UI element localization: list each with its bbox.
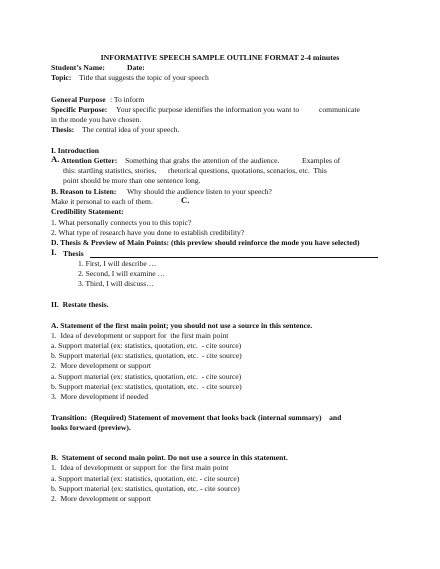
specific-purpose-text: Your specific purpose identifies the information you want to	[116, 105, 300, 114]
roman-one-label: I.	[51, 247, 57, 257]
document-title: INFORMATIVE SPEECH SAMPLE OUTLINE FORMAT 2-4 minutes	[100, 53, 340, 62]
main-point-a-item-1a: a. Support material (ex: statistics, quotation, etc. - cite source)	[51, 341, 242, 350]
main-point-a-item-1b: b. Support material (ex: statistics, quotation, etc. - cite source)	[51, 351, 242, 360]
introduction-heading: I. Introduction	[51, 146, 99, 155]
attention-getter-line-2: this: startling statistics, stories,	[63, 166, 157, 175]
main-point-b-item-1b: b. Support material (ex: statistics, quotation, etc. - cite source)	[51, 484, 240, 493]
attention-getter-line-2b: rhetorical questions, quotations, scenarios, etc. This	[168, 166, 327, 175]
main-point-b-statement: B. Statement of second main point. Do not use a source in this statement.	[51, 453, 288, 462]
preview-item-1: 1. First, I will describe …	[78, 259, 157, 268]
reason-to-listen-text: Why should the audience listen to your speech?	[127, 187, 272, 196]
point-c-letter: C.	[181, 195, 190, 205]
main-point-a-item-1: 1. Idea of development or support for the first main point	[51, 331, 229, 340]
thesis-label: Thesis:	[51, 125, 75, 134]
attention-getter-text-end: Examples of	[302, 156, 341, 165]
topic-text: Title that suggests the topic of your speech	[79, 73, 209, 82]
main-point-b-item-1a: a. Support material (ex: statistics, quotation, etc. - cite source)	[51, 474, 240, 483]
transition-line-1: Transition: (Required) Statement of movement that looks back (internal summary) and	[51, 413, 342, 422]
date-label: Date:	[127, 63, 145, 72]
general-purpose-text: : To inform	[110, 95, 145, 104]
specific-purpose-text-2: in the mode you have chosen.	[51, 115, 142, 124]
specific-purpose-label: Specific Purpose:	[51, 105, 108, 114]
credibility-label: Credibility Statement:	[51, 207, 124, 216]
main-point-b-item-2: 2. More development or support	[51, 494, 151, 503]
thesis-preview-heading: D. Thesis & Preview of Main Points: (this preview should reinforce the mode you have selected)	[51, 238, 360, 247]
student-name-label: Student’s Name:	[51, 63, 105, 72]
main-point-a-item-3: 3. More development if needed	[51, 392, 148, 401]
topic-label: Topic:	[51, 73, 72, 82]
specific-purpose-text-end: communicate	[319, 105, 360, 114]
attention-getter-label: Attention Getter:	[61, 156, 118, 165]
preview-item-2: 2. Second, I will examine …	[78, 269, 166, 278]
thesis-underline	[90, 257, 378, 258]
reason-to-listen-label: B. Reason to Listen:	[51, 187, 117, 196]
credibility-item-1: 1. What personally connects you to this topic?	[51, 218, 192, 227]
attention-getter-letter: A.	[51, 154, 60, 164]
preview-item-3: 3. Third, I will discuss…	[78, 279, 154, 288]
main-point-b-item-1: 1. Idea of development or support for the first main point	[51, 463, 229, 472]
general-purpose-label: General Purpose	[51, 95, 106, 104]
restate-thesis-heading: II. Restate thesis.	[51, 300, 109, 309]
main-point-a-item-2a: a. Support material (ex: statistics, quotation, etc. - cite source)	[51, 372, 242, 381]
attention-getter-text: Something that grabs the attention of the audience.	[125, 156, 280, 165]
thesis-text: The central idea of your speech.	[82, 125, 180, 134]
main-point-a-statement: A. Statement of the first main point; you should not use a source in this sentence.	[51, 321, 313, 330]
main-point-a-item-2b: b. Support material (ex: statistics, quotation, etc. - cite source)	[51, 382, 242, 391]
thesis-line-label: Thesis	[63, 249, 84, 258]
transition-line-2: looks forward (preview).	[51, 423, 131, 432]
attention-getter-line-3: point should be more than one sentence long.	[63, 176, 201, 185]
main-point-a-item-2: 2. More development or support	[51, 361, 151, 370]
credibility-item-2: 2. What type of research have you done to establish credibility?	[51, 228, 245, 237]
reason-to-listen-line-2: Make it personal to each of them.	[51, 197, 153, 206]
